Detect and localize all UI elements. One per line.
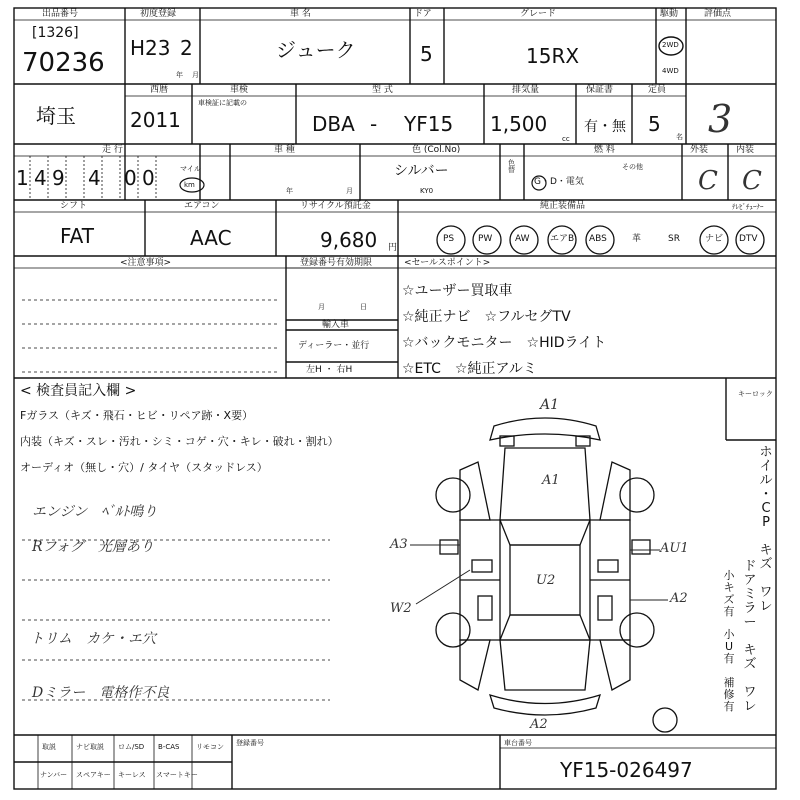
mileage-digit: 0 <box>142 166 155 190</box>
inspector-fglass: Fガラス（キズ・飛石・ヒビ・リペア跡・X要） <box>20 409 254 422</box>
shift-value: FAT <box>60 224 95 248</box>
mark-front: A1 <box>540 397 560 413</box>
hand-mirror: Dミラー 電格作不良 <box>32 685 170 701</box>
fuel-other: その他 <box>622 163 643 171</box>
grade-value: 15RX <box>526 44 580 68</box>
equip-sr: SR <box>668 234 680 244</box>
hand-rfog: Rフォグ 光層あり <box>32 539 154 555</box>
check-spare-key: スペアキー <box>76 771 111 779</box>
header-year: 西暦 <box>150 85 169 95</box>
car-name: ジューク <box>276 38 356 62</box>
mileage-digit: 4 <box>88 166 101 190</box>
side-note-repair: 小 キ ズ 有 小 U 有 補 修 有 <box>723 569 735 713</box>
check-keyless: キーレス <box>118 771 146 779</box>
first-reg-era: H23 <box>130 36 171 60</box>
exterior-grade: C <box>698 166 718 196</box>
mile-unit: マイル <box>180 165 201 173</box>
model-sep: - <box>370 112 378 136</box>
check-navi-manual: ナビ取説 <box>76 743 104 751</box>
header-mileage: 走 行 <box>102 145 123 155</box>
header-displacement: 排気量 <box>512 85 540 95</box>
interior-grade: C <box>742 166 762 196</box>
sales-point: ☆純正ナビ ☆フルセグTV <box>402 309 571 325</box>
mark-left-lower: W2 <box>390 601 412 616</box>
header-drive: 駆動 <box>660 9 679 19</box>
lot-number: 70236 <box>22 48 105 78</box>
dealer-option: ディーラー・並行 <box>298 341 370 351</box>
header-color: 色 (Col.No) <box>412 145 461 155</box>
side-note-mirror: ド ア ミ ラ ー キ ズ ワ レ <box>743 559 757 715</box>
header-car-name: 車 名 <box>290 9 311 19</box>
header-equipment: 純正装備品 <box>540 201 586 211</box>
check-smart-key: スマートキー <box>156 771 198 779</box>
check-rom-sd: ロム/SD <box>118 743 145 751</box>
reg-month-unit: 月 <box>346 187 353 195</box>
prefecture: 埼玉 <box>36 104 76 128</box>
header-interior: 内装 <box>736 145 755 155</box>
capacity-unit: 名 <box>676 133 683 141</box>
reg-number-header: 登録番号 <box>236 739 264 747</box>
sales-points-header: <セールスポイント> <box>404 258 491 268</box>
equip-ps: PS <box>443 234 455 244</box>
hand-engine: エンジン ﾍﾞﾙﾄ鳴り <box>32 504 158 520</box>
import-header: 輸入車 <box>322 320 350 330</box>
year-value: 2011 <box>130 108 181 132</box>
notes-header: <注意事項> <box>120 258 172 268</box>
lot-code: [1326] <box>32 25 79 41</box>
color-code: KY0 <box>420 187 434 195</box>
sales-point: ☆バックモニター ☆HIDライト <box>402 335 607 351</box>
check-manual: 取説 <box>42 743 56 751</box>
displacement-value: 1,500 <box>490 112 548 136</box>
header-inspection: 車検 <box>230 85 249 95</box>
fuel-value: G・D・電気 <box>534 177 584 187</box>
equip-leather: 革 <box>632 234 642 244</box>
recycle-value: 9,680 <box>320 228 378 252</box>
mileage-digit: 0 <box>124 166 137 190</box>
mark-left: A3 <box>390 537 408 552</box>
reg-day: 日 <box>360 303 367 311</box>
header-warranty: 保証書 <box>586 85 614 95</box>
mileage-digit: 4 <box>34 166 47 190</box>
header-score: 評価点 <box>704 9 732 19</box>
equip-abs: ABS <box>589 234 607 244</box>
year-unit: 年 <box>176 71 183 79</box>
reg-expiry-header: 登録番号有効期限 <box>300 258 373 268</box>
handle-option: 左H ・ 右H <box>306 365 353 375</box>
color-change: 色替 <box>508 159 515 174</box>
reg-month: 月 <box>318 303 325 311</box>
header-tuner: ﾃﾚﾋﾞﾁｭｰﾅｰ <box>732 203 764 211</box>
reg-year-unit: 年 <box>286 187 293 195</box>
hand-trim: トリム カケ・エ穴 <box>30 631 156 647</box>
capacity-value: 5 <box>648 112 661 136</box>
chassis-number: YF15-026497 <box>560 758 693 782</box>
model-value: YF15 <box>404 112 454 136</box>
header-recycle: リサイクル預託金 <box>300 201 371 211</box>
header-doors: ドア <box>414 9 432 19</box>
check-bcas: B-CAS <box>158 743 180 751</box>
header-aircon: エアコン <box>184 201 220 211</box>
header-capacity: 定員 <box>648 85 667 95</box>
header-lot-no: 出品番号 <box>42 9 79 19</box>
check-remote: リモコン <box>196 743 224 751</box>
header-exterior: 外装 <box>690 145 709 155</box>
inspector-audio: オーディオ（無し・穴）/ タイヤ（スタッドレス） <box>20 461 268 474</box>
header-first-reg: 初度登録 <box>140 9 177 19</box>
header-shift: シフト <box>60 201 88 211</box>
drive-4wd: 4WD <box>662 67 679 75</box>
equip-dtv: DTV <box>739 234 758 244</box>
header-grade: グレード <box>520 9 557 19</box>
sales-point: ☆ETC ☆純正アルミ <box>402 361 537 377</box>
header-body: 車 種 <box>274 145 295 155</box>
equip-navi: ナビ <box>705 234 724 244</box>
drive-2wd: 2WD <box>662 41 679 49</box>
model-prefix: DBA <box>312 112 355 136</box>
doors-value: 5 <box>420 42 433 66</box>
equip-pw: PW <box>478 234 493 244</box>
mileage-digit: 9 <box>52 166 65 190</box>
chassis-header: 車台番号 <box>504 739 532 747</box>
check-plate: ナンバー <box>40 771 68 779</box>
score-value: 3 <box>708 97 733 141</box>
inspector-header: < 検査員記入欄 > <box>20 383 137 399</box>
equip-airbag: エアB <box>550 234 575 244</box>
inspection-note: 車検証に記載の <box>198 99 247 107</box>
mark-right: AU1 <box>660 541 689 556</box>
mark-rear: A2 <box>530 717 548 732</box>
mileage-digit: 1 <box>16 166 29 190</box>
keylock-header: キーロック <box>738 390 773 398</box>
km-unit: km <box>184 181 195 189</box>
mark-roof: U2 <box>536 573 556 588</box>
mark-right-lower: A2 <box>670 591 688 606</box>
side-note-wheel: ホ イ ル ・ C P キ ズ ワ レ <box>759 445 773 615</box>
car-diagram <box>436 418 677 732</box>
mark-hood: A1 <box>542 473 560 488</box>
color-value: シルバー <box>394 163 449 179</box>
cc-unit: cc <box>562 135 570 143</box>
header-model: 型 式 <box>372 85 393 95</box>
recycle-unit: 円 <box>388 243 398 253</box>
warranty-value: 有・無 <box>584 119 626 135</box>
header-fuel: 燃 料 <box>594 145 615 155</box>
first-reg-month: 2 <box>180 36 193 60</box>
aircon-value: AAC <box>190 226 232 250</box>
month-unit: 月 <box>192 71 199 79</box>
sales-point: ☆ユーザー買取車 <box>402 283 513 299</box>
inspector-interior: 内装（キズ・スレ・汚れ・シミ・コゲ・穴・キレ・破れ・割れ） <box>20 435 339 448</box>
equip-aw: AW <box>515 234 530 244</box>
